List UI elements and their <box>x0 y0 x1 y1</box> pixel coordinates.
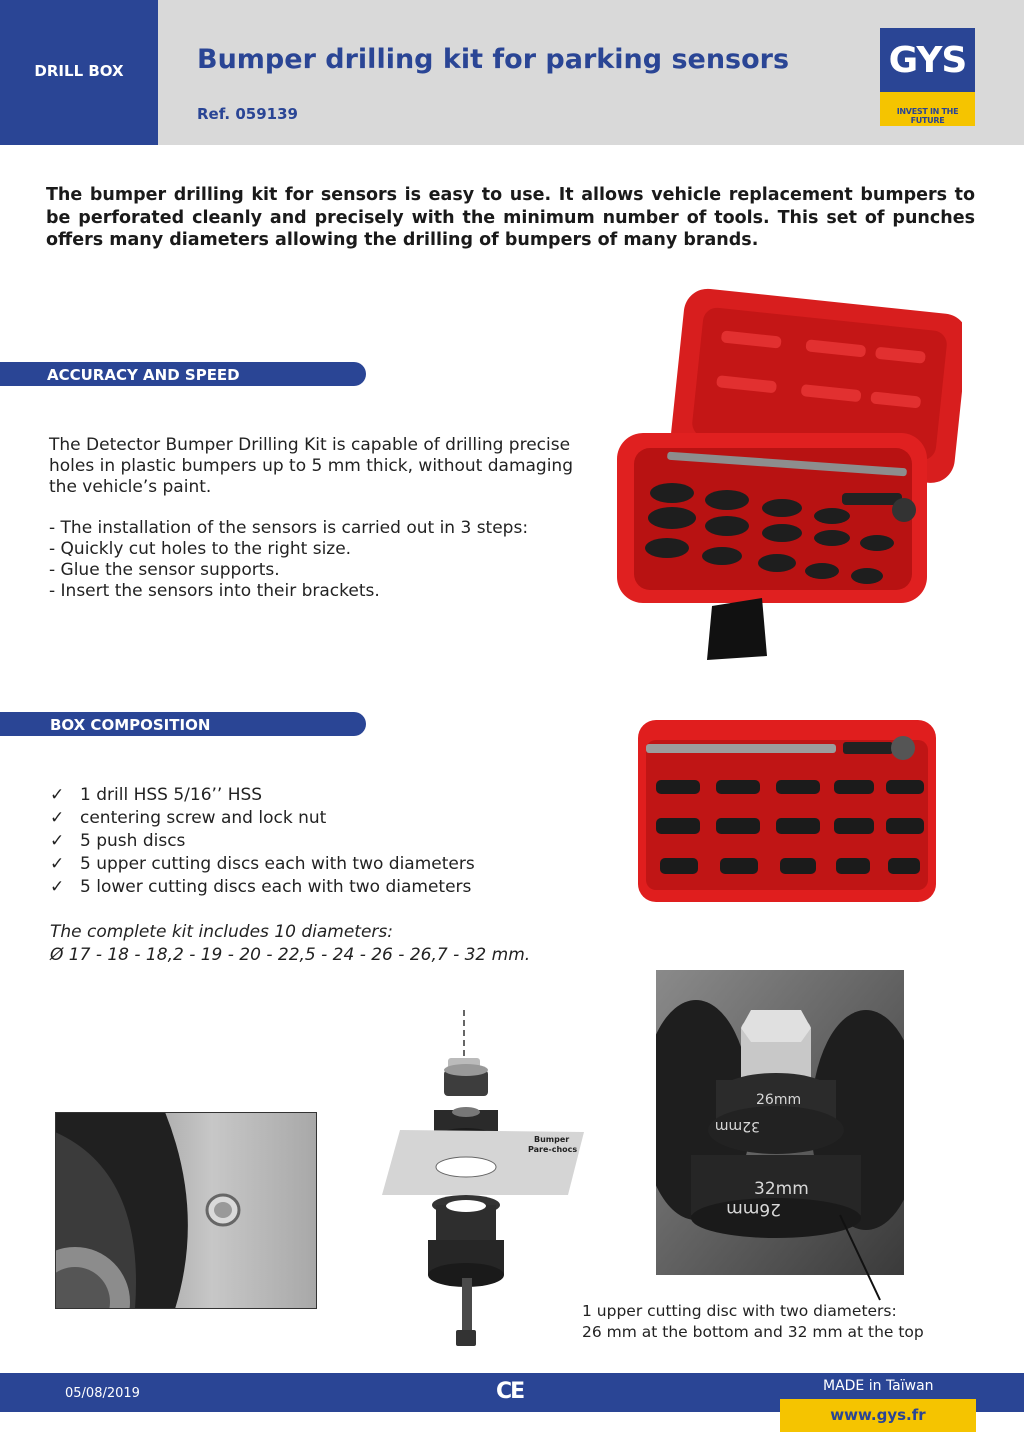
category-label: DRILL BOX <box>34 62 124 80</box>
check-icon: ✓ <box>50 877 65 897</box>
bumper-label-fr: Pare-chocs <box>528 1145 578 1154</box>
logo-brand: GYS <box>880 28 975 92</box>
caption-line: 26 mm at the bottom and 32 mm at the top <box>582 1323 924 1341</box>
intro-paragraph: The bumper drilling kit for sensors is easy to use. It allows vehicle replacement bumpers to be perforated cleanly and precisely with the minimum number of tools. This set of punches offers many diameters allowing the drilling of bumpers of many brands. <box>46 185 975 250</box>
caption-line: 1 upper cutting disc with two diameters: <box>582 1302 897 1320</box>
step-line: - Quickly cut holes to the right size. <box>49 539 352 559</box>
list-item: ✓ 1 drill HSS 5/16’’ HSS <box>50 785 263 805</box>
tool-case-open-photo <box>612 288 962 668</box>
bumper-label-en: Bumper <box>534 1135 570 1144</box>
list-item: ✓ 5 push discs <box>50 831 186 851</box>
check-icon: ✓ <box>50 854 65 874</box>
disc-label: 32mm <box>754 1179 809 1199</box>
logo-tagline: INVEST IN THE FUTURE <box>896 107 959 125</box>
step-line: - Insert the sensors into their brackets. <box>49 581 380 601</box>
section-heading-composition: BOX COMPOSITION <box>0 712 366 736</box>
footer-date: 05/08/2019 <box>65 1386 140 1401</box>
reference-number: Ref. 059139 <box>197 105 298 123</box>
gys-logo <box>880 28 975 126</box>
ce-mark-icon: CE <box>496 1379 524 1404</box>
car-bumper-photo <box>55 1112 317 1309</box>
disc-label: 32mm <box>714 1118 760 1134</box>
list-item: ✓ 5 lower cutting discs each with two diameters <box>50 877 472 897</box>
section-heading-accuracy: ACCURACY AND SPEED <box>0 362 366 386</box>
step-line: - The installation of the sensors is carried out in 3 steps: <box>49 518 529 538</box>
kit-diameters-heading: The complete kit includes 10 diameters: <box>50 922 394 942</box>
kit-diameters-list: Ø 17 - 18 - 18,2 - 19 - 20 - 22,5 - 24 - 26 - 26,7 - 32 mm. <box>50 945 531 965</box>
caption-leader-line <box>820 1210 890 1310</box>
list-item: ✓ centering screw and lock nut <box>50 808 327 828</box>
website-link[interactable]: www.gys.fr <box>830 1406 926 1424</box>
disc-label: 26mm <box>726 1199 781 1219</box>
check-icon: ✓ <box>50 831 65 851</box>
check-icon: ✓ <box>50 808 65 828</box>
disc-label: 26mm <box>756 1092 802 1108</box>
check-icon: ✓ <box>50 785 65 805</box>
accuracy-paragraph: The Detector Bumper Drilling Kit is capable of drilling precise holes in plastic bumpers up to 5 mm thick, without damaging the vehicle’s paint. <box>49 435 573 497</box>
list-item: ✓ 5 upper cutting discs each with two diameters <box>50 854 475 874</box>
exploded-assembly-diagram <box>378 1010 588 1355</box>
step-line: - Glue the sensor supports. <box>49 560 280 580</box>
tool-case-top-photo <box>638 720 936 902</box>
made-in-label: MADE in Taïwan <box>823 1378 934 1394</box>
page-title: Bumper drilling kit for parking sensors <box>197 44 790 75</box>
